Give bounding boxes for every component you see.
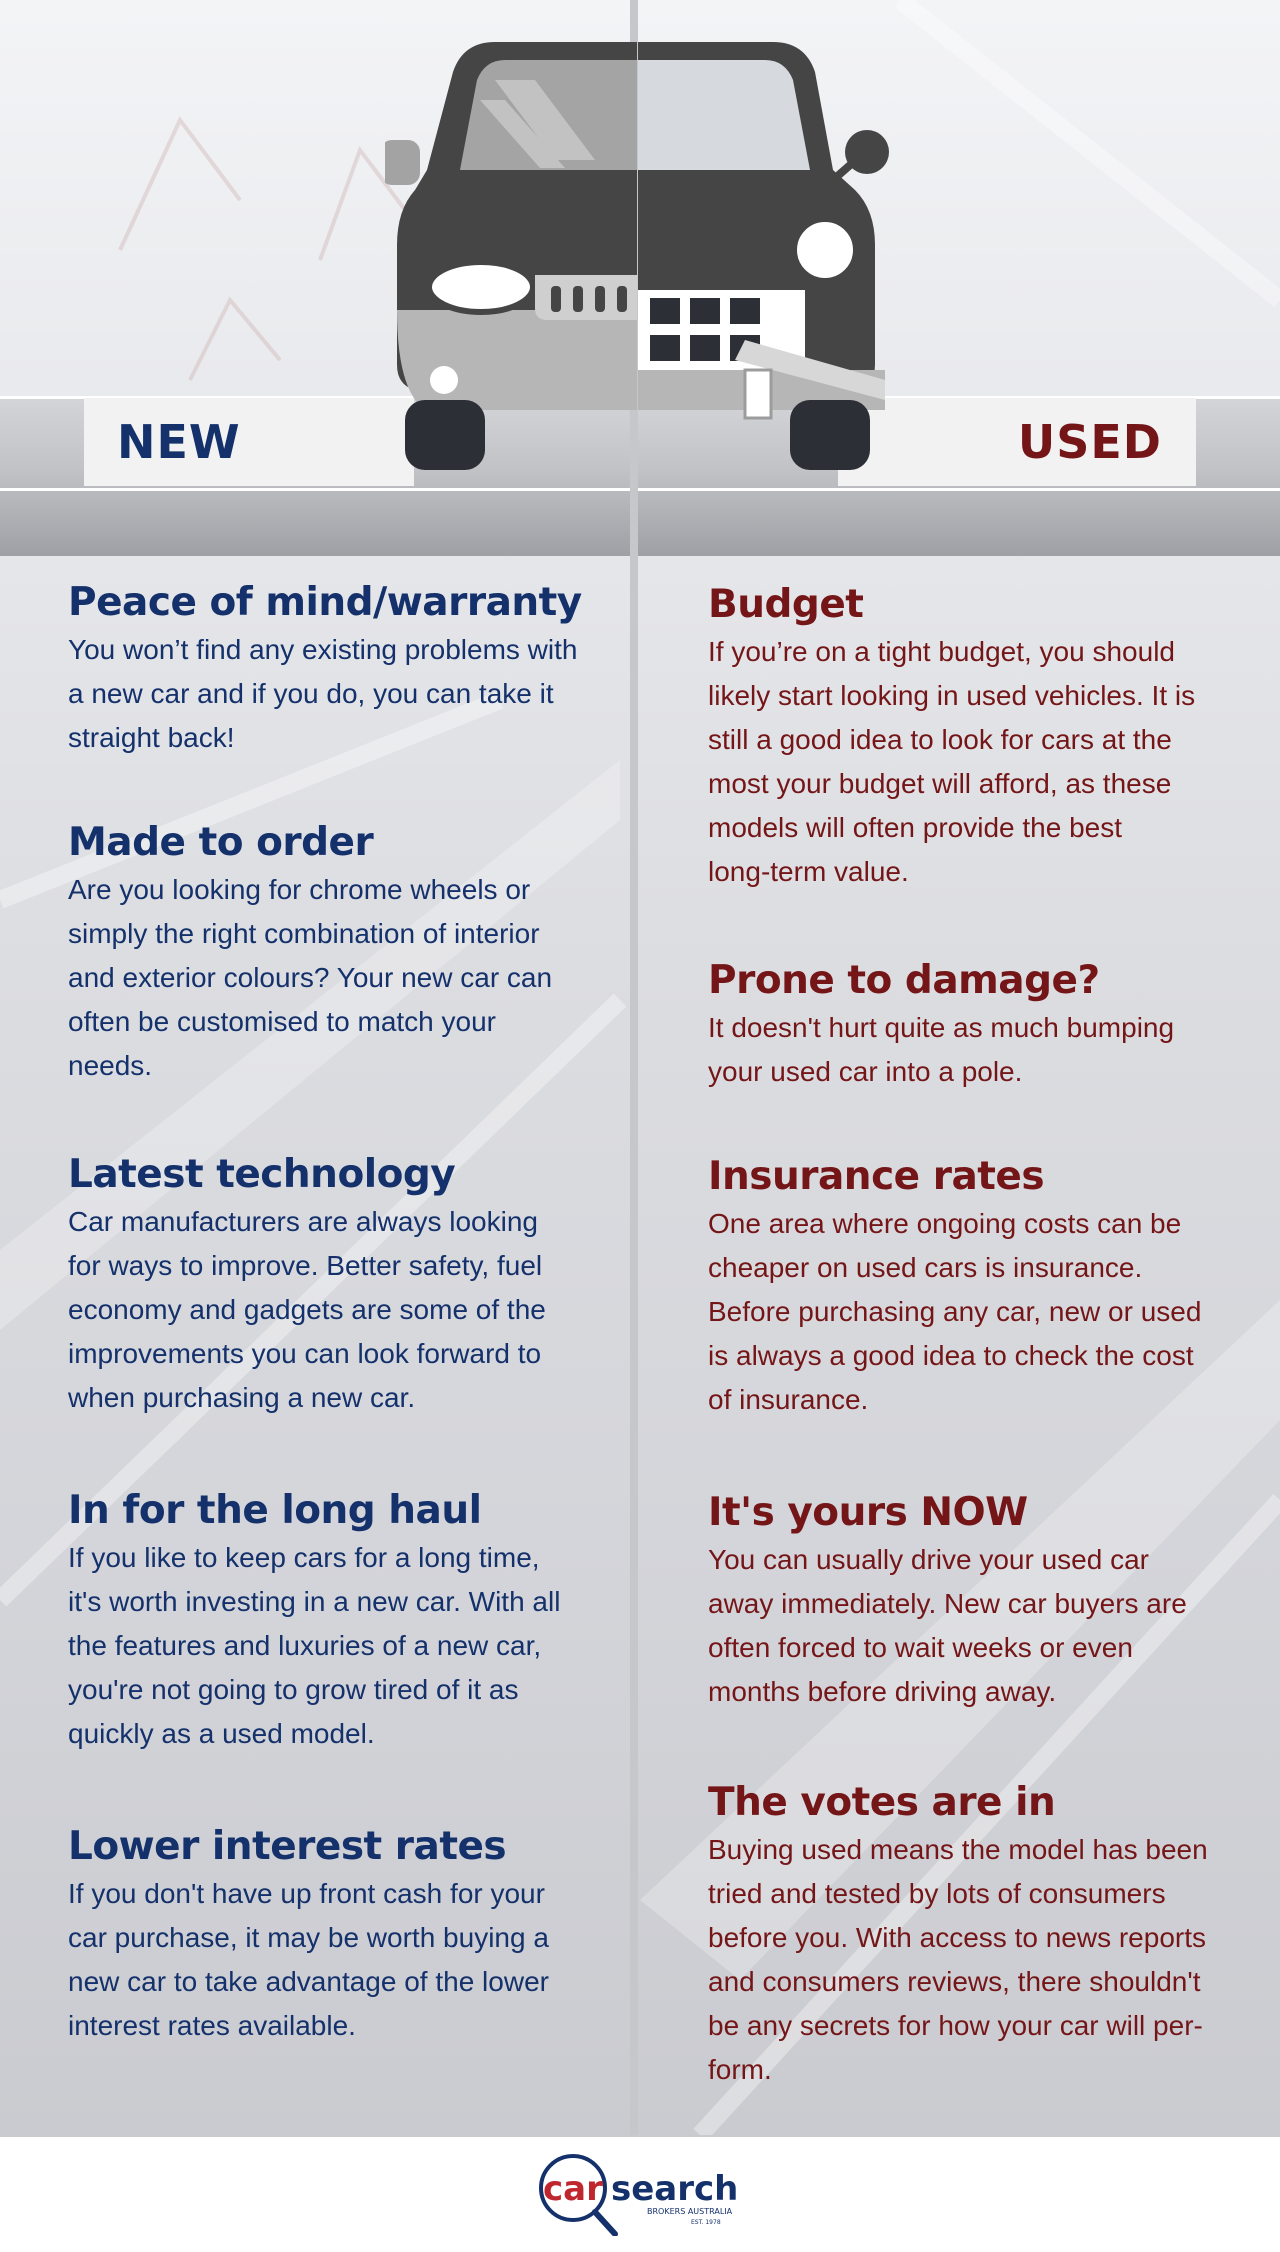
used-item-budget (708, 580, 1208, 894)
logo-tagline: BROKERS AUSTRALIA (647, 2207, 733, 2216)
logo-word-search: search (611, 2169, 739, 2209)
item-title: Made to order (68, 820, 374, 865)
item-text: Buying used means the model has been tried and tested by lots of consumers before you. With access to news reports and consumers reviews, there shouldn't be any secrets for how your car will per- form. (708, 1834, 1208, 2085)
item-title: In for the long haul (68, 1488, 482, 1533)
item-text: It doesn't hurt quite as much bumping your used car into a pole. (708, 1012, 1175, 1087)
item-title: Lower interest rates (68, 1824, 507, 1869)
item-text: If you like to keep cars for a long time, it's worth investing in a new car. With all the features and luxuries of a new car, you're not going to grow tired of it as quickly as a used model. (68, 1542, 561, 1749)
used-item-insurance (708, 1152, 1208, 1422)
new-label: NEW (84, 398, 414, 486)
new-item-long-haul (68, 1486, 588, 1756)
used-item-damage (708, 956, 1208, 1094)
item-text: You won’t find any existing problems with a new car and if you do, you can take it straight back! (68, 634, 578, 753)
item-title: The votes are in (708, 1780, 1056, 1825)
item-title: Prone to damage? (708, 958, 1100, 1003)
new-item-made-to-order (68, 818, 588, 1088)
item-text: You can usually drive your used car away immediately. New car buyers are often forced to wait weeks or even months before driving away. (708, 1544, 1187, 1707)
used-label: USED (838, 398, 1196, 486)
new-item-latest-technology (68, 1150, 588, 1420)
item-title: Insurance rates (708, 1154, 1045, 1199)
item-title: Peace of mind/warranty (68, 580, 582, 625)
new-item-warranty (68, 578, 588, 760)
new-car-half (385, 42, 637, 470)
new-item-interest-rates (68, 1822, 588, 2048)
car-front-split-icon (385, 40, 895, 500)
item-title: Budget (708, 582, 864, 627)
item-text: One area where ongoing costs can be cheaper on used cars is insurance. Before purchasing any car, new or used is always a good idea to check the cost of insurance. (708, 1208, 1202, 1415)
used-item-yours-now (708, 1488, 1208, 1714)
item-text: If you’re on a tight budget, you should likely start looking in used vehicles. It is still a good idea to look for cars at the most your budget will afford, as these models will often provide the best long-term value. (708, 636, 1196, 887)
logo-word-car: car (543, 2169, 603, 2209)
item-text: Are you looking for chrome wheels or simply the right combination of interior and exterior colours? Your new car can often be customised to match your needs. (68, 874, 553, 1081)
logo-est: EST. 1978 (691, 2219, 721, 2226)
item-title: Latest technology (68, 1152, 456, 1197)
carsearch-logo[interactable] (537, 2150, 747, 2236)
item-text: Car manufacturers are always looking for ways to improve. Better safety, fuel economy and gadgets are some of the improvements you can look forward to when purchasing a new car. (68, 1206, 546, 1413)
item-text: If you don't have up front cash for your car purchase, it may be worth buying a new car to take advantage of the lower interest rates available. (68, 1878, 549, 2041)
used-item-votes (708, 1778, 1208, 2092)
used-car-half (638, 42, 889, 470)
item-title: It's yours NOW (708, 1490, 1028, 1535)
